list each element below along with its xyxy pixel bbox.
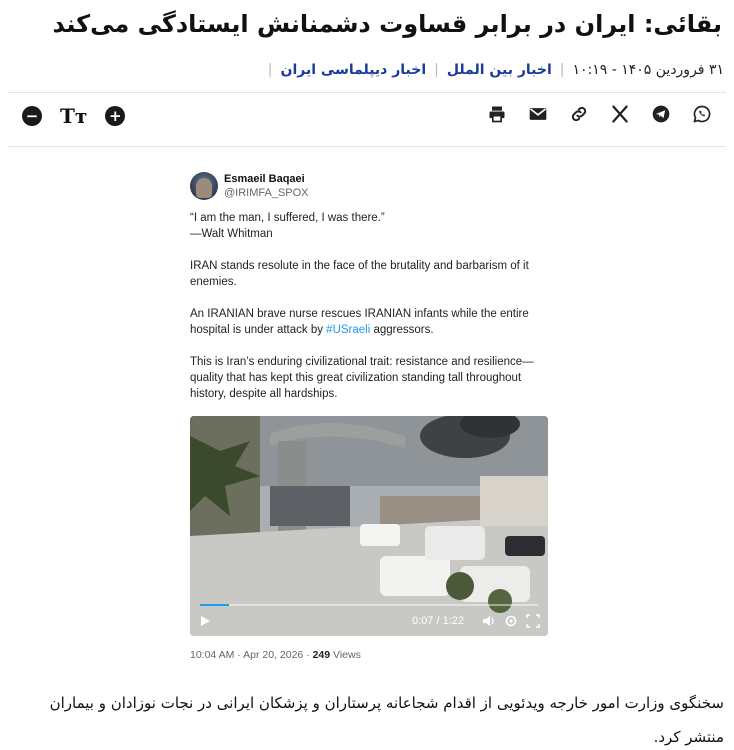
meta-separator: | [267,62,273,78]
whatsapp-icon[interactable] [692,104,712,124]
tweet-paragraph: IRAN stands resolute in the face of the brutality and barbarism of it enemies. [190,260,529,288]
tweet-paragraph: This is Iran’s enduring civilizational trait: resistance and resilience—quality that has kept this great civilization standing tall throughout history, despite all hardships. [190,356,534,400]
email-icon[interactable] [528,104,548,124]
tweet-timestamp[interactable]: 10:04 AM · Apr 20, 2026 · [190,649,313,661]
video-frame [190,416,548,636]
fullscreen-icon[interactable] [526,614,540,628]
quote-line: “I am the man, I suffered, I was there.” [190,212,385,224]
article-headline: بقائی: ایران در برابر قساوت دشمنانش ایستادگی می‌کند [52,10,722,38]
quote-attribution: —Walt Whitman [190,228,273,240]
print-icon[interactable] [487,104,507,124]
settings-gear-icon[interactable] [504,614,518,628]
play-icon[interactable] [198,614,212,628]
views-count: 249 [312,649,331,661]
x-icon[interactable] [610,104,630,124]
tweet-paragraph [190,306,550,338]
embedded-tweet [180,160,558,666]
share-toolbar [487,104,712,124]
avatar[interactable] [190,172,218,200]
category-link-international[interactable]: اخبار بین الملل [446,62,552,78]
tweet-footer [190,649,361,661]
link-icon[interactable] [569,104,589,124]
hashtag-link[interactable]: #USraeli [326,324,371,336]
video-controls [190,606,548,636]
tweet-video[interactable] [190,416,548,636]
paragraph-text: An IRANIAN brave nurse rescues IRANIAN infants while the entire hospital is under attack by [190,308,529,336]
volume-icon[interactable] [482,614,496,628]
article-lead: سخنگوی وزارت امور خارجه ویدئویی از اقدام شجاعانه پرستاران و پزشکان ایرانی در نجات نوزادان و بیماران منتشر کرد. [49,694,724,746]
decrease-font-button[interactable]: − [22,106,42,126]
tweet-author-name[interactable]: Esmaeil Baqaei [224,173,305,185]
paragraph-text: aggressors. [370,324,434,336]
font-controls [22,104,125,128]
category-link-diplomacy[interactable]: اخبار دیپلماسی ایران [280,62,427,78]
views-label: Views [330,649,361,661]
tweet-quote [190,210,550,242]
telegram-icon[interactable] [651,104,671,124]
meta-separator: | [559,62,565,78]
publish-date: ۳۱ فروردین ۱۴۰۵ - ۱۰:۱۹ [572,62,724,78]
meta-separator: | [434,62,439,78]
video-time: 0:07 / 1:22 [412,615,464,627]
article-meta [10,60,724,80]
divider [8,92,726,93]
tweet-author-handle[interactable]: @IRIMFA_SPOX [224,187,309,199]
font-size-button[interactable]: Tт [60,104,88,128]
divider [8,146,726,147]
tweet-body [190,210,550,418]
increase-font-button[interactable]: + [105,106,125,126]
